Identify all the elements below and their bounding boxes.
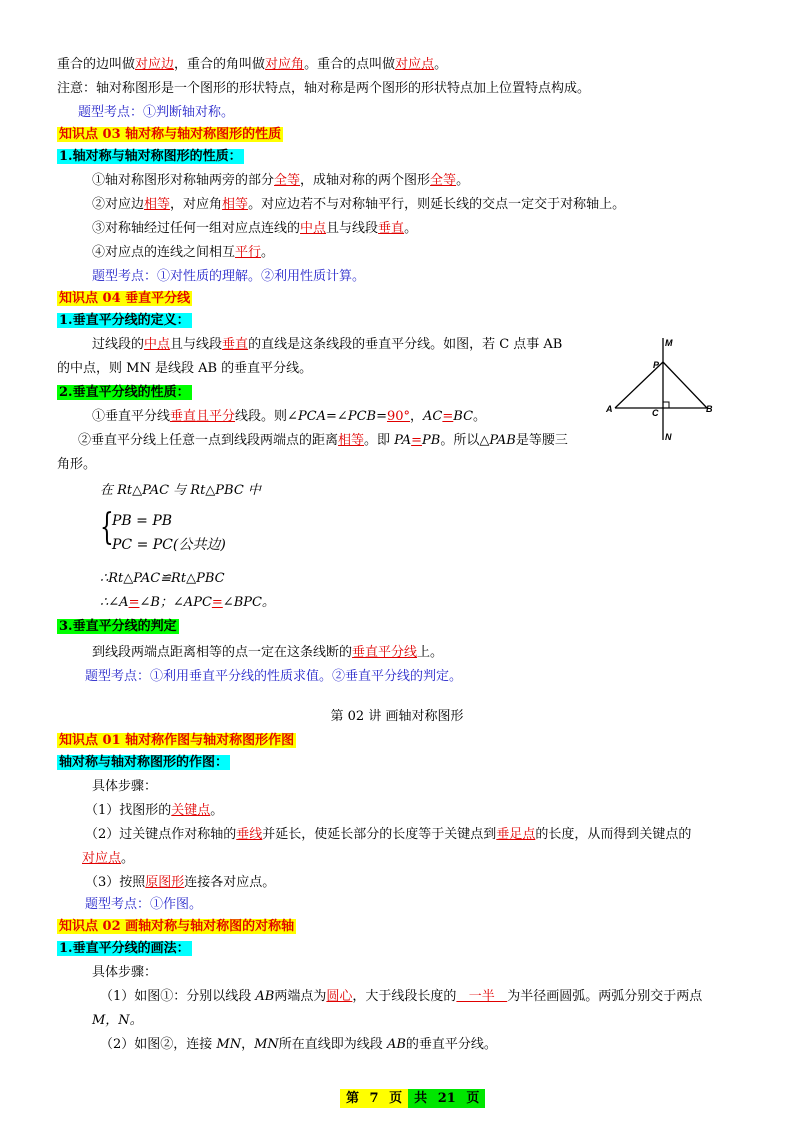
step-line: （2）如图②，连接 MN，MN所在直线即为线段 AB的垂直平分线。 <box>100 1037 497 1052</box>
perpendicular-bisector-figure <box>600 330 730 450</box>
section-heading: 知识点 03 轴对称与轴对称图形的性质 <box>59 127 282 142</box>
text-line: 重合的边叫做对应边，重合的角叫做对应角。重合的点叫做对应点。 <box>57 57 448 72</box>
property-line: 角形。 <box>57 457 97 472</box>
subsection-heading: 1.垂直平分线的定义： <box>59 313 190 328</box>
section-heading: 知识点 04 垂直平分线 <box>59 291 191 306</box>
proof-line: 在 Rt△PAC 与 Rt△PBC 中 <box>100 483 261 498</box>
subsection-heading: 轴对称与轴对称图形的作图： <box>59 755 229 770</box>
proof-equation: PC = PC(公共边) <box>112 537 226 553</box>
section-heading: 知识点 01 轴对称作图与轴对称图形作图 <box>59 733 295 748</box>
label-n: N <box>665 432 672 442</box>
step-line: M，N。 <box>92 1013 143 1028</box>
step-line: （3）按照原图形连接各对应点。 <box>85 875 276 890</box>
label-c: C <box>652 408 659 418</box>
step-line: （1）找图形的关键点。 <box>85 803 224 818</box>
property-line: ①垂直平分线垂直且平分线段。则∠PCA=∠PCB=90°，AC=BC。 <box>92 409 487 424</box>
steps-label: 具体步骤： <box>92 965 158 980</box>
subsection-heading: 2.垂直平分线的性质： <box>59 385 190 400</box>
steps-label: 具体步骤： <box>92 779 158 794</box>
right-angle-mark <box>663 402 669 408</box>
lecture-title: 第 02 讲 画轴对称图形 <box>330 709 464 724</box>
property-line: ②垂直平分线上任意一点到线段两端点的距离相等。即 PA=PB。所以△PAB是等腰三 <box>78 433 568 448</box>
label-m: M <box>665 338 673 348</box>
note-line: 注意：轴对称图形是一个图形的形状特点，轴对称是两个图形的形状特点加上位置特点构成。 <box>57 81 591 96</box>
brace: { <box>100 507 114 548</box>
property-1: ①轴对称图形对称轴两旁的部分全等，成轴对称的两个图形全等。 <box>92 173 470 188</box>
property-4: ④对应点的连线之间相互平行。 <box>92 245 275 260</box>
page-footer <box>340 1087 485 1106</box>
subsection-heading: 1.垂直平分线的画法： <box>59 941 190 956</box>
proof-line: ∴Rt△PAC≌Rt△PBC <box>100 571 225 586</box>
proof-equation: PB = PB <box>112 513 173 529</box>
exam-points: 题型考点：①判断轴对称。 <box>78 105 235 120</box>
step-line: （2）过关键点作对称轴的垂线并延长，使延长部分的长度等于关键点到垂足点的长度，从而得到关键点的 <box>85 827 692 842</box>
proof-line: ∴∠A=∠B；∠APC=∠BPC。 <box>100 595 275 610</box>
exam-points: 题型考点：①利用垂直平分线的性质求值。②垂直平分线的判定。 <box>85 669 463 684</box>
exam-points: 题型考点：①作图。 <box>85 897 203 912</box>
subsection-heading: 1.轴对称与轴对称图形的性质： <box>59 149 242 164</box>
subsection-heading: 3.垂直平分线的判定 <box>59 619 177 634</box>
property-3: ③对称轴经过任何一组对应点连线的中点且与线段垂直。 <box>92 221 418 236</box>
definition-line: 过线段的中点且与线段垂直的直线是这条线段的垂直平分线。如图，若 C 点事 AB <box>92 337 563 352</box>
segment-pb <box>663 362 707 408</box>
criterion-line: 到线段两端点距离相等的点一定在这条线断的垂直平分线上。 <box>92 645 444 660</box>
definition-line: 的中点，则 MN 是线段 AB 的垂直平分线。 <box>57 361 313 376</box>
property-2: ②对应边相等，对应角相等。对应边若不与对称轴平行，则延长线的交点一定交于对称轴上。 <box>92 197 626 212</box>
section-heading: 知识点 02 画轴对称与轴对称图的对称轴 <box>59 919 295 934</box>
label-b: B <box>706 404 713 414</box>
footer-page-label: 第 7 页 <box>340 1089 408 1108</box>
footer-total-label: 共 21 页 <box>408 1089 485 1108</box>
exam-points: 题型考点：①对性质的理解。②利用性质计算。 <box>92 269 366 284</box>
step-line: （1）如图①：分别以线段 AB两端点为圆心，大于线段长度的 一半 为半径画圆弧。两弧分别交于两点 <box>100 989 703 1004</box>
label-p: P <box>653 360 660 370</box>
label-a: A <box>606 404 613 414</box>
step-line: 对应点。 <box>82 851 135 866</box>
